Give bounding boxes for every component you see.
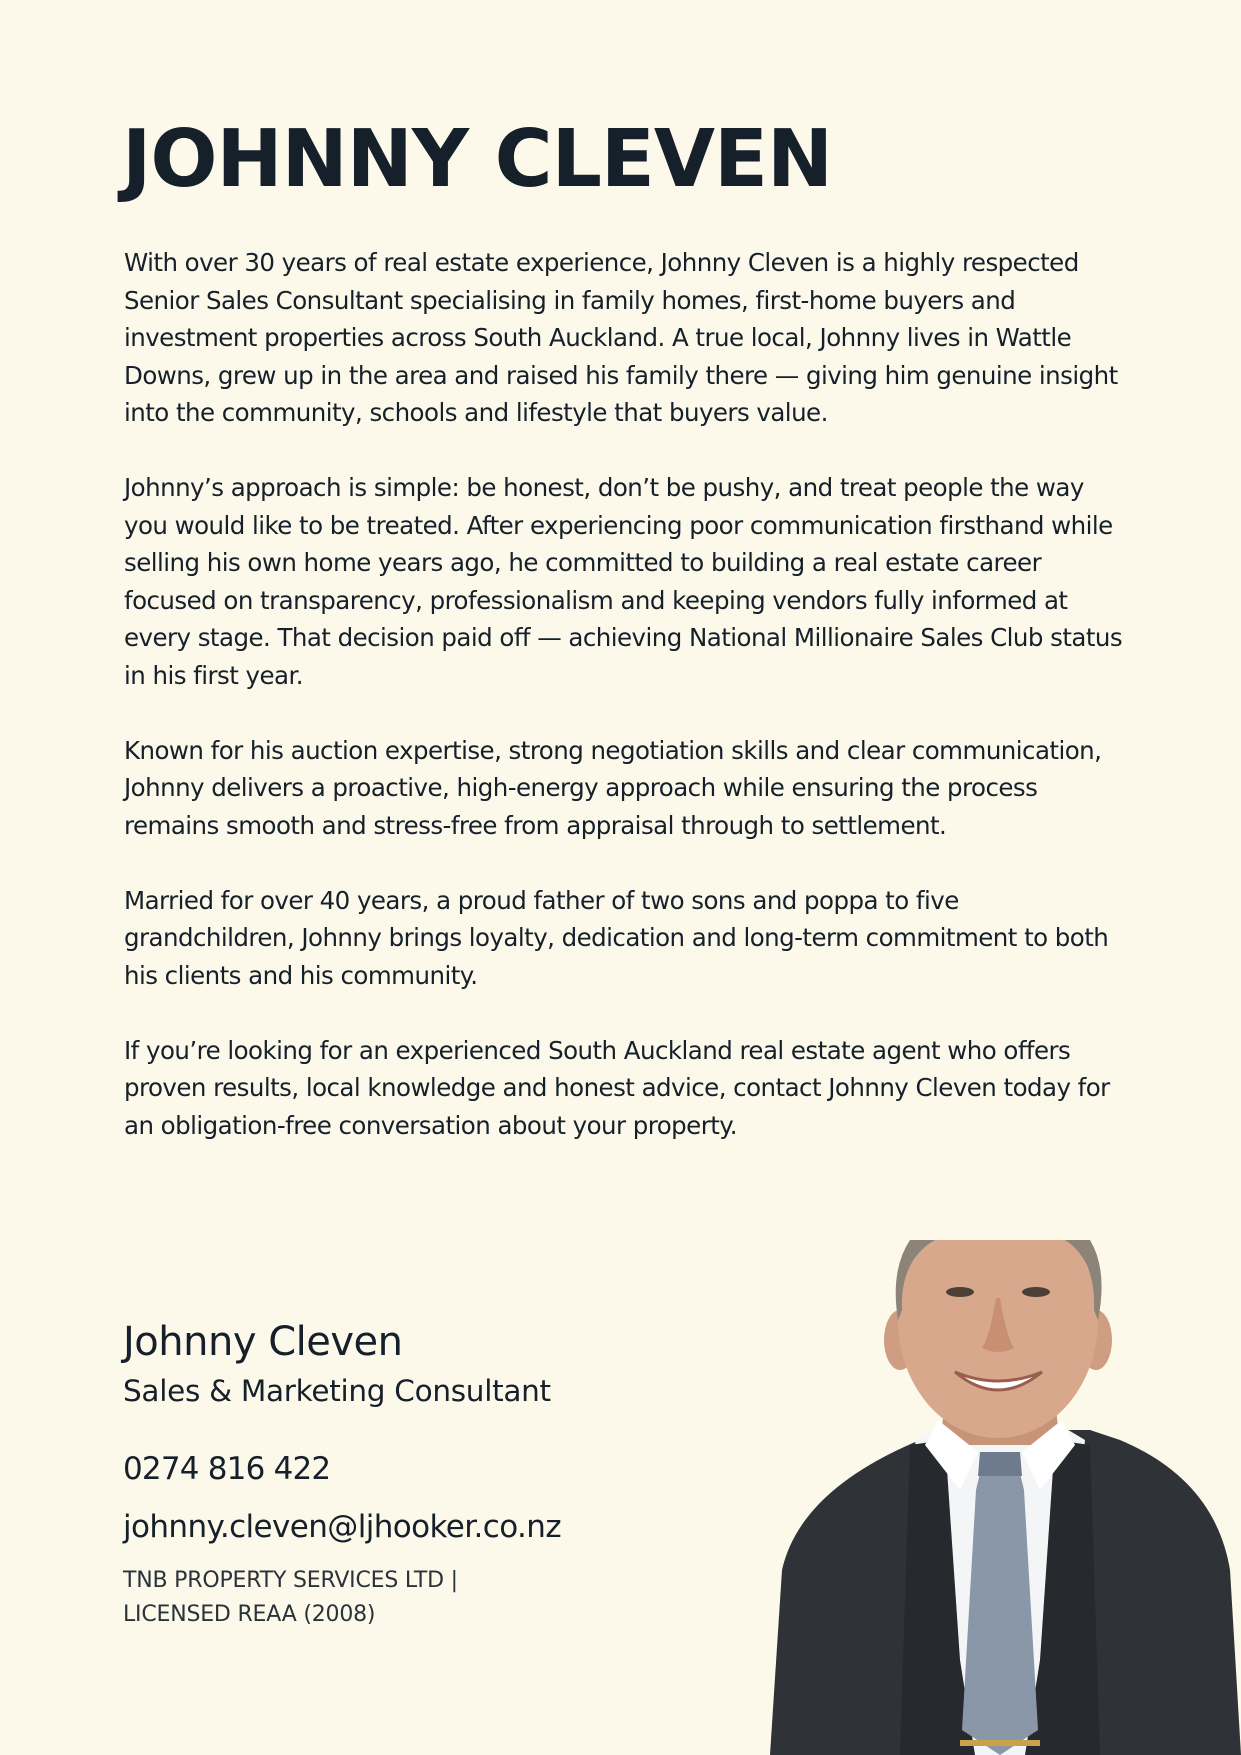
bio-paragraph-experience: With over 30 years of real estate experience, Johnny Cleven is a highly respected Senior Sales Consultant specialising in family homes, first-home buyers and investment properties across South Auckland. A true local, Johnny lives in Wattle Downs, grew up in the area and raised his family there — giving him genuine insight into the community, schools and lifestyle that buyers value. [124, 248, 1118, 427]
portrait-right-eye [1022, 1287, 1050, 1297]
bio-paragraph-family: Married for over 40 years, a proud father of two sons and poppa to five grandchildren, Johnny brings loyalty, dedication and long-term commitment to both his clients and his community. [124, 885, 1109, 990]
contact-email[interactable]: johnny.cleven@ljhooker.co.nz [123, 1509, 562, 1545]
license-info [123, 1564, 763, 1632]
bio-section [124, 244, 1124, 1182]
contact-block [123, 1314, 763, 1632]
contact-phone[interactable]: 0274 816 422 [123, 1451, 331, 1487]
page-title: JOHNNY CLEVEN [122, 113, 833, 205]
portrait-tie-clip [960, 1740, 1040, 1746]
license-line-reaa: LICENSED REAA (2008) [123, 1602, 376, 1627]
contact-name: Johnny Cleven [123, 1319, 403, 1365]
agent-portrait-photo [760, 1240, 1241, 1755]
contact-role: Sales & Marketing Consultant [123, 1374, 551, 1408]
portrait-tie-knot [978, 1452, 1022, 1476]
bio-paragraph-expertise: Known for his auction expertise, strong negotiation skills and clear communication, Johnny delivers a proactive, high-energy approach while ensuring the process remains smooth and stress-free from appraisal through to settlement. [124, 735, 1102, 840]
portrait-left-eye [946, 1287, 974, 1297]
bio-paragraph-approach: Johnny’s approach is simple: be honest, don’t be pushy, and treat people the way you would like to be treated. After experiencing poor communication firsthand while selling his own home years ago, he committed to building a real estate career focused on transparency, professionalism and keeping vendors fully informed at every stage. That decision paid off — achieving National Millionaire Sales Club status in his first year. [124, 473, 1123, 690]
license-line-company: TNB PROPERTY SERVICES LTD | [123, 1568, 458, 1593]
bio-paragraph-call-to-action: If you’re looking for an experienced South Auckland real estate agent who offers proven results, local knowledge and honest advice, contact Johnny Cleven today for an obligation-free conversation about your property. [124, 1035, 1110, 1140]
